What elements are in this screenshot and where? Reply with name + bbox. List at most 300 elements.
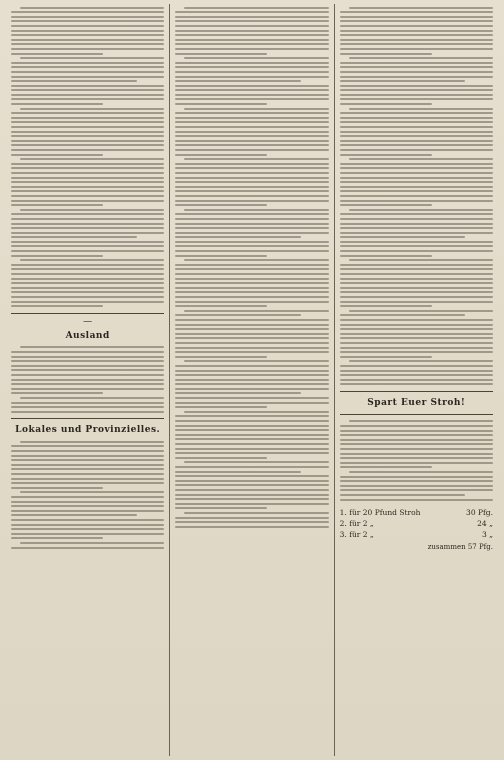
text-line — [340, 16, 493, 18]
text-line — [20, 397, 164, 399]
text-line — [340, 117, 493, 119]
text-line — [11, 402, 164, 404]
text-line — [175, 471, 301, 473]
text-line — [175, 314, 301, 316]
text-line — [175, 144, 328, 146]
text-line — [11, 305, 103, 307]
text-line — [175, 98, 328, 100]
text-line — [340, 25, 493, 27]
price-table — [340, 507, 493, 553]
text-line — [175, 319, 328, 321]
text-line — [175, 66, 328, 68]
text-line — [340, 453, 493, 455]
text-line — [340, 103, 432, 105]
text-line — [175, 402, 328, 404]
price-row-value: 3 „ — [481, 530, 493, 540]
text-line — [11, 250, 164, 252]
text-line — [340, 149, 493, 151]
text-line — [175, 503, 328, 505]
text-block — [11, 4, 164, 310]
text-line — [11, 11, 164, 13]
text-line — [349, 57, 493, 59]
text-line — [11, 39, 164, 41]
text-line — [340, 34, 493, 36]
text-line — [340, 466, 432, 468]
text-line — [349, 108, 493, 110]
text-block — [11, 344, 164, 416]
text-line — [11, 20, 164, 22]
text-line — [11, 85, 164, 87]
text-line — [175, 236, 301, 238]
text-line — [175, 245, 328, 247]
text-line — [11, 177, 164, 179]
text-line — [11, 25, 164, 27]
text-line — [11, 547, 164, 549]
text-line — [340, 448, 493, 450]
text-line — [11, 62, 164, 64]
text-line — [11, 144, 164, 146]
text-line — [340, 324, 493, 326]
price-row-label: 3. für 2 „ — [339, 530, 374, 540]
text-line — [340, 89, 493, 91]
text-line — [340, 218, 493, 220]
text-line — [11, 121, 164, 123]
text-line — [340, 213, 493, 215]
text-line — [340, 480, 493, 482]
text-line — [11, 241, 164, 243]
text-line — [11, 236, 137, 238]
text-line — [11, 533, 164, 535]
text-line — [11, 154, 103, 156]
text-line — [11, 117, 164, 119]
text-line — [340, 190, 493, 192]
text-line — [11, 301, 164, 303]
text-line — [11, 273, 164, 275]
text-line — [184, 57, 328, 59]
text-line — [175, 140, 328, 142]
text-line — [340, 305, 432, 307]
text-line — [11, 227, 164, 229]
text-line — [175, 43, 328, 45]
text-line — [11, 34, 164, 36]
text-line — [340, 76, 493, 78]
text-line — [11, 445, 164, 447]
text-line — [11, 89, 164, 91]
text-line — [11, 459, 164, 461]
text-line — [175, 204, 267, 206]
text-line — [175, 268, 328, 270]
text-line — [11, 505, 164, 507]
text-line — [175, 351, 328, 353]
text-line — [11, 53, 103, 55]
text-line — [184, 461, 328, 463]
text-line — [11, 200, 164, 202]
text-line — [340, 282, 493, 284]
text-line — [175, 347, 328, 349]
section-heading-spart-euer-stroh: Spart Euer Stroh! — [367, 397, 466, 408]
text-line — [11, 149, 164, 151]
divider — [340, 391, 493, 392]
text-line — [11, 379, 164, 381]
text-line — [340, 140, 493, 142]
text-line — [175, 392, 301, 394]
text-line — [175, 342, 328, 344]
text-line — [175, 406, 267, 408]
text-line — [11, 172, 164, 174]
text-line — [11, 501, 164, 503]
text-line — [340, 112, 493, 114]
text-line — [175, 241, 328, 243]
text-line — [20, 491, 164, 493]
price-row — [340, 518, 493, 529]
text-line — [175, 154, 267, 156]
text-line — [11, 482, 164, 484]
text-line — [11, 510, 164, 512]
text-line — [175, 356, 267, 358]
text-line — [175, 232, 328, 234]
text-line — [175, 328, 328, 330]
text-line — [340, 48, 493, 50]
text-line — [340, 296, 493, 298]
text-line — [340, 39, 493, 41]
text-line — [340, 11, 493, 13]
text-line — [340, 195, 493, 197]
text-line — [175, 282, 328, 284]
text-line — [11, 213, 164, 215]
text-line — [11, 374, 164, 376]
text-line — [11, 455, 164, 457]
ornament: — — [83, 316, 93, 327]
text-line — [175, 94, 328, 96]
text-line — [11, 496, 164, 498]
text-line — [340, 489, 493, 491]
text-line — [340, 126, 493, 128]
text-line — [340, 20, 493, 22]
text-line — [175, 517, 328, 519]
text-line — [340, 337, 493, 339]
text-line — [175, 457, 267, 459]
section-heading-lokales: Lokales und Provinzielles. — [15, 425, 161, 436]
text-line — [340, 351, 493, 353]
column-right — [335, 4, 498, 756]
text-line — [340, 499, 493, 501]
text-line — [175, 25, 328, 27]
text-line — [20, 441, 164, 443]
text-line — [175, 466, 328, 468]
text-line — [11, 204, 103, 206]
text-line — [175, 475, 328, 477]
text-line — [175, 287, 328, 289]
price-row-value: 24 „ — [477, 519, 493, 529]
text-line — [184, 512, 328, 514]
text-line — [11, 478, 164, 480]
text-line — [340, 365, 493, 367]
text-line — [175, 85, 328, 87]
text-block — [11, 438, 164, 551]
text-line — [11, 181, 164, 183]
text-line — [175, 135, 328, 137]
text-line — [11, 94, 164, 96]
text-line — [340, 278, 493, 280]
text-line — [175, 149, 328, 151]
text-line — [175, 195, 328, 197]
text-line — [340, 85, 493, 87]
text-line — [175, 181, 328, 183]
text-line — [340, 342, 493, 344]
text-line — [175, 30, 328, 32]
text-line — [11, 487, 103, 489]
section-heading-ausland: Ausland — [65, 330, 110, 341]
text-line — [340, 250, 493, 252]
text-line — [11, 16, 164, 18]
text-line — [11, 351, 164, 353]
text-line — [175, 172, 328, 174]
text-line — [175, 255, 267, 257]
text-line — [340, 223, 493, 225]
text-line — [175, 278, 328, 280]
text-line — [11, 112, 164, 114]
text-line — [11, 406, 164, 408]
text-line — [175, 163, 328, 165]
text-line — [20, 259, 164, 261]
price-row-label: 1. für 20 Pfund Stroh — [339, 508, 421, 518]
text-line — [11, 519, 164, 521]
text-line — [175, 89, 328, 91]
text-line — [175, 333, 328, 335]
text-line — [340, 43, 493, 45]
text-line — [175, 167, 328, 169]
text-line — [11, 360, 164, 362]
text-line — [11, 131, 164, 133]
text-line — [340, 204, 432, 206]
text-line — [340, 71, 493, 73]
text-line — [11, 245, 164, 247]
text-line — [175, 443, 328, 445]
text-line — [340, 430, 493, 432]
text-line — [20, 7, 164, 9]
price-row — [340, 507, 493, 518]
text-line — [340, 356, 432, 358]
text-line — [184, 411, 328, 413]
text-line — [340, 186, 493, 188]
text-line — [349, 209, 493, 211]
text-line — [11, 232, 164, 234]
text-line — [340, 457, 493, 459]
text-line — [20, 108, 164, 110]
text-line — [340, 227, 493, 229]
text-line — [349, 7, 493, 9]
text-line — [175, 190, 328, 192]
text-line — [175, 291, 328, 293]
text-line — [340, 172, 493, 174]
text-line — [175, 415, 328, 417]
text-line — [340, 333, 493, 335]
text-line — [175, 11, 328, 13]
text-line — [340, 374, 493, 376]
text-line — [11, 468, 164, 470]
text-line — [11, 98, 164, 100]
text-line — [175, 448, 328, 450]
text-line — [11, 223, 164, 225]
text-line — [340, 181, 493, 183]
text-line — [175, 34, 328, 36]
text-line — [175, 337, 328, 339]
text-line — [175, 200, 328, 202]
text-line — [11, 528, 164, 530]
text-line — [175, 370, 328, 372]
text-line — [175, 420, 328, 422]
text-line — [340, 370, 493, 372]
text-line — [11, 103, 103, 105]
text-line — [11, 80, 137, 82]
divider — [11, 418, 164, 419]
text-line — [175, 374, 328, 376]
text-line — [11, 524, 164, 526]
price-total: zusammen 57 Pfg. — [427, 543, 493, 552]
text-line — [175, 264, 328, 266]
text-line — [175, 223, 328, 225]
text-line — [175, 177, 328, 179]
text-line — [340, 135, 493, 137]
text-line — [175, 62, 328, 64]
text-line — [340, 383, 493, 385]
text-line — [175, 48, 328, 50]
text-line — [175, 227, 328, 229]
text-line — [175, 434, 328, 436]
text-line — [340, 80, 466, 82]
text-line — [175, 429, 328, 431]
text-line — [11, 473, 164, 475]
text-line — [340, 319, 493, 321]
text-line — [340, 462, 493, 464]
text-line — [340, 485, 493, 487]
text-line — [175, 498, 328, 500]
text-line — [175, 39, 328, 41]
text-line — [349, 310, 493, 312]
text-line — [175, 438, 328, 440]
text-line — [175, 301, 328, 303]
text-line — [340, 200, 493, 202]
text-line — [184, 108, 328, 110]
text-block — [175, 4, 328, 530]
text-line — [20, 346, 164, 348]
text-line — [340, 98, 493, 100]
text-line — [11, 66, 164, 68]
text-line — [349, 158, 493, 160]
column-left — [6, 4, 169, 756]
text-line — [184, 360, 328, 362]
text-line — [349, 471, 493, 473]
text-line — [175, 494, 328, 496]
text-line — [175, 305, 267, 307]
text-line — [175, 213, 328, 215]
text-line — [175, 53, 267, 55]
text-line — [340, 301, 493, 303]
text-line — [11, 296, 164, 298]
text-line — [175, 480, 328, 482]
text-line — [184, 310, 328, 312]
text-line — [340, 236, 466, 238]
text-line — [11, 365, 164, 367]
text-line — [340, 131, 493, 133]
text-line — [11, 186, 164, 188]
text-line — [175, 365, 328, 367]
text-line — [175, 388, 328, 390]
text-line — [340, 30, 493, 32]
text-line — [340, 163, 493, 165]
text-line — [184, 209, 328, 211]
text-line — [175, 218, 328, 220]
text-line — [340, 347, 493, 349]
text-line — [175, 324, 328, 326]
text-line — [175, 16, 328, 18]
text-line — [11, 392, 103, 394]
text-line — [20, 158, 164, 160]
text-line — [175, 80, 301, 82]
text-line — [340, 494, 466, 496]
divider — [11, 313, 164, 314]
text-block — [340, 4, 493, 388]
price-row — [340, 529, 493, 540]
text-line — [11, 190, 164, 192]
text-line — [340, 121, 493, 123]
text-line — [340, 53, 432, 55]
text-line — [349, 259, 493, 261]
text-line — [175, 103, 267, 105]
text-line — [11, 514, 137, 516]
text-line — [11, 163, 164, 165]
text-line — [11, 71, 164, 73]
text-line — [175, 484, 328, 486]
text-line — [175, 20, 328, 22]
text-line — [340, 62, 493, 64]
text-line — [340, 154, 432, 156]
text-line — [340, 379, 493, 381]
text-line — [11, 450, 164, 452]
text-line — [175, 507, 267, 509]
text-line — [11, 278, 164, 280]
text-line — [340, 273, 493, 275]
text-line — [175, 250, 328, 252]
text-line — [349, 360, 493, 362]
text-line — [20, 209, 164, 211]
text-line — [175, 273, 328, 275]
text-line — [11, 464, 164, 466]
text-line — [11, 167, 164, 169]
price-row-label: 2. für 2 „ — [339, 519, 374, 529]
text-line — [11, 411, 164, 413]
text-line — [175, 383, 328, 385]
text-line — [340, 232, 493, 234]
text-line — [184, 158, 328, 160]
text-line — [11, 255, 103, 257]
text-line — [11, 388, 164, 390]
text-line — [11, 383, 164, 385]
text-line — [11, 291, 164, 293]
text-line — [175, 117, 328, 119]
text-line — [184, 259, 328, 261]
text-line — [349, 420, 493, 422]
text-line — [11, 76, 164, 78]
text-line — [11, 356, 164, 358]
text-line — [175, 521, 328, 523]
text-line — [11, 43, 164, 45]
text-line — [11, 218, 164, 220]
text-line — [175, 452, 328, 454]
text-line — [175, 489, 328, 491]
text-line — [11, 268, 164, 270]
text-line — [175, 526, 328, 528]
